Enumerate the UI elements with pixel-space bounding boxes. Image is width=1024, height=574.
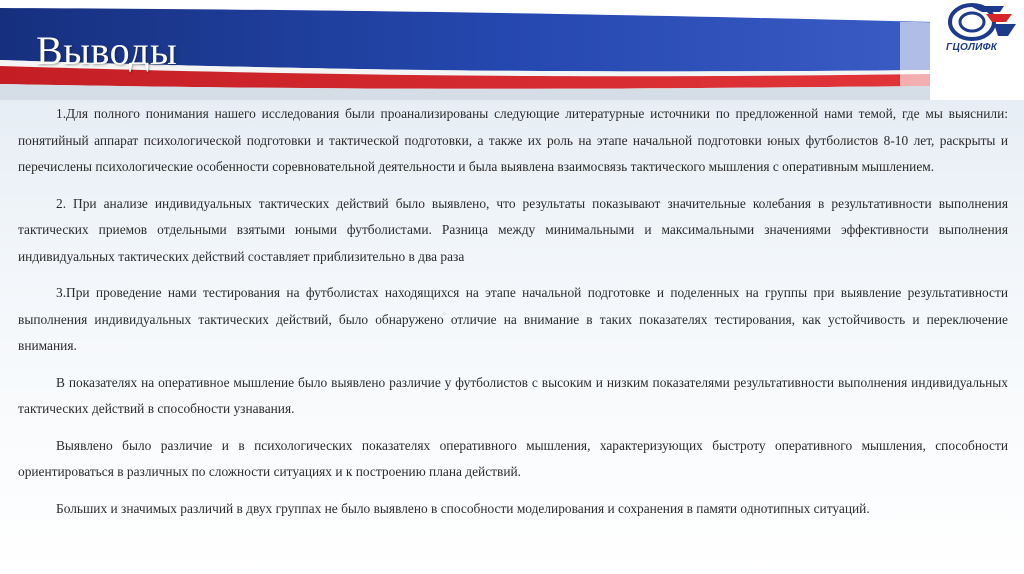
slide-title: Выводы	[36, 28, 178, 73]
logo-text: ГЦОЛИФК	[946, 42, 998, 53]
paragraph-5: Выявлено было различие и в психологических показателях оперативного мышления, характеризующих быстроту оперативного мышления, способности ориентироваться в различных по сложности ситуациях и к построению плана действий.	[18, 437, 1008, 479]
paragraph-3: 3.При проведение нами тестирования на футболистах находящихся на этапе начальной подготовке и поделенных на группы при выявление результативности выполнения индивидуальных тактических действий, было обнаружено отличие на внимание в таких показателях тестирования, как устойчивость и переключение внимания.	[18, 285, 1008, 353]
logo-emblem-icon	[942, 2, 1022, 46]
paragraph-4: В показателях на оперативное мышление было выявлено различие у футболистов с высоким и низким показателями результативности выполнения индивидуальных тактических действий в способности узнавания.	[18, 374, 1008, 416]
paragraph-2: 2. При анализе индивидуальных тактических действий было выявлено, что результаты показывают значительные колебания в результативности выполнения тактических приемов отдельными взятыми юными футболистами. Разница между минимальными и максимальными значениями эффективности выполнения индивидуальных тактических действий составляет приблизительно в два раза	[18, 195, 1008, 264]
flag-header-banner	[0, 0, 1024, 100]
conclusions-body	[18, 101, 1008, 532]
paragraph-6: Больших и значимых различий в двух группах не было выявлено в способности моделирования и сохранения в памяти однотипных ситуаций.	[56, 500, 870, 516]
paragraph-1: 1.Для полного понимания нашего исследования были проанализированы следующие литературные источники по предложенной нами темой, где мы выяснили: понятийный аппарат психологической подготовки и тактической подготовки, а также их роль на этапе начальной подготовки юных футболистов 8-10 лет, раскрыты и перечислены психологические особенности соревновательной деятельности и была выявлена взаимосвязь тактического мышления с оперативным мышлением.	[18, 106, 1008, 174]
